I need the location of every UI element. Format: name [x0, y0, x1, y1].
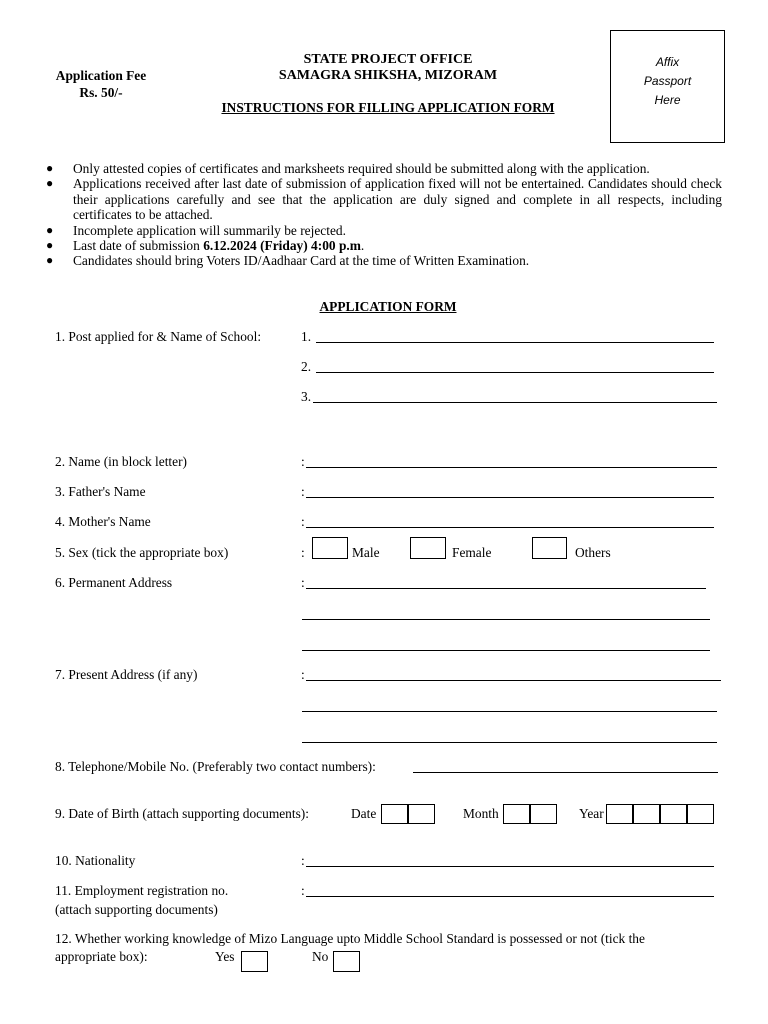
- instructions-list: [46, 161, 722, 269]
- colon: :: [301, 454, 305, 469]
- instructions-title: INSTRUCTIONS FOR FILLING APPLICATION FORM: [221, 100, 555, 115]
- colon: :: [301, 484, 305, 499]
- instruction-text: Incomplete application will summarily be rejected.: [73, 222, 346, 238]
- dob-date-cell-2[interactable]: [408, 804, 435, 824]
- q1-option-2-input[interactable]: [316, 372, 714, 373]
- q4-label: 4. Mother's Name: [55, 514, 151, 529]
- mother-name-input[interactable]: [306, 527, 714, 528]
- female-label: Female: [452, 545, 492, 560]
- bullet-icon: ●: [46, 176, 54, 191]
- bullet-icon: ●: [46, 222, 54, 237]
- q6-label: 6. Permanent Address: [55, 575, 173, 590]
- office-title: [188, 52, 588, 84]
- dob-month-cell-1[interactable]: [503, 804, 530, 824]
- bullet-icon: ●: [46, 161, 54, 175]
- q3-label: 3. Father's Name: [55, 484, 146, 499]
- q12-label: 12. Whether working knowledge of Mizo Language upto Middle School Standard is possessed or not (tick the: [55, 931, 645, 946]
- q1-option-3-input[interactable]: [313, 402, 717, 403]
- dob-year-cell-3[interactable]: [660, 804, 687, 824]
- female-checkbox[interactable]: [410, 537, 446, 559]
- q12-label-line-2: appropriate box):: [55, 949, 148, 964]
- list-item: [46, 161, 722, 176]
- present-address-line-3[interactable]: [302, 742, 717, 743]
- name-input[interactable]: [306, 467, 717, 468]
- employment-registration-input[interactable]: [306, 896, 714, 897]
- present-address-line-2[interactable]: [302, 711, 717, 712]
- colon: :: [301, 514, 305, 529]
- q1-option-3-label: 3.: [301, 389, 312, 404]
- passport-text-1: Affix: [655, 55, 680, 69]
- colon: :: [301, 575, 305, 590]
- q1-option-1-input[interactable]: [316, 342, 714, 343]
- nationality-input[interactable]: [306, 866, 714, 867]
- q2-label: 2. Name (in block letter): [55, 454, 187, 469]
- deadline-prefix: Last date of submission: [73, 238, 204, 254]
- colon: :: [301, 853, 305, 868]
- fee-label: Application Fee: [55, 68, 147, 83]
- q7-label: 7. Present Address (if any): [55, 667, 198, 682]
- q11-sub-label: (attach supporting documents): [55, 902, 218, 917]
- q1-option-1-label: 1.: [301, 329, 312, 344]
- dob-year-cell-2[interactable]: [633, 804, 660, 824]
- deadline-date: 6.12.2024 (Friday) 4:00 p.m: [203, 238, 361, 254]
- dob-year-cell-1[interactable]: [606, 804, 633, 824]
- q11-label: 11. Employment registration no.: [55, 883, 229, 898]
- others-checkbox[interactable]: [532, 537, 567, 559]
- permanent-address-line-2[interactable]: [302, 619, 710, 620]
- father-name-input[interactable]: [306, 497, 714, 498]
- q9-label: 9. Date of Birth (attach supporting documents):: [55, 806, 309, 821]
- instruction-text: Candidates should bring Voters ID/Aadhaar Card at the time of Written Examination.: [73, 253, 530, 269]
- no-label: No: [312, 949, 329, 964]
- bullet-icon: ●: [46, 253, 54, 268]
- form-title: APPLICATION FORM: [319, 299, 457, 314]
- passport-text-2: Passport: [643, 74, 692, 88]
- bullet-icon: ●: [46, 238, 54, 253]
- office-line-1: STATE PROJECT OFFICE: [303, 52, 473, 67]
- telephone-input[interactable]: [413, 772, 718, 773]
- instruction-text: [73, 238, 722, 253]
- fee-amount: Rs. 50/-: [79, 85, 123, 100]
- no-checkbox[interactable]: [333, 951, 360, 972]
- dob-date-cell-1[interactable]: [381, 804, 408, 824]
- q1-label: 1. Post applied for & Name of School:: [55, 329, 262, 344]
- male-checkbox[interactable]: [312, 537, 348, 559]
- permanent-address-line-3[interactable]: [302, 650, 710, 651]
- colon: :: [301, 545, 305, 560]
- dob-month-label: Month: [463, 806, 499, 821]
- dob-year-cell-4[interactable]: [687, 804, 714, 824]
- yes-checkbox[interactable]: [241, 951, 268, 972]
- colon: :: [301, 883, 305, 898]
- q8-label: 8. Telephone/Mobile No. (Preferably two contact numbers):: [55, 759, 376, 774]
- instruction-text: Applications received after last date of submission of application fixed will not be entertained. Candidates should check their applications carefully and see that the application are duly signed and complete in all respects, including certificates to be attached.: [73, 176, 722, 223]
- application-fee: [30, 67, 172, 101]
- yes-label: Yes: [215, 949, 235, 964]
- colon: :: [301, 667, 305, 682]
- list-item: [46, 223, 722, 238]
- permanent-address-line-1[interactable]: [306, 588, 706, 589]
- q10-label: 10. Nationality: [55, 853, 136, 868]
- passport-text-3: Here: [654, 93, 681, 107]
- dob-year-label: Year: [579, 806, 604, 821]
- list-item: [46, 238, 722, 253]
- q5-label: 5. Sex (tick the appropriate box): [55, 545, 229, 560]
- office-line-2: SAMAGRA SHIKSHA, MIZORAM: [278, 68, 498, 83]
- dob-date-label: Date: [351, 806, 377, 821]
- passport-photo-box: [610, 30, 725, 143]
- others-label: Others: [575, 545, 611, 560]
- q1-option-2-label: 2.: [301, 359, 312, 374]
- present-address-line-1[interactable]: [306, 680, 721, 681]
- male-label: Male: [352, 545, 380, 560]
- instruction-text: Only attested copies of certificates and marksheets required should be submitted along with the application.: [73, 161, 650, 176]
- list-item: [46, 176, 722, 222]
- list-item: [46, 253, 722, 268]
- deadline-suffix: .: [360, 238, 365, 254]
- dob-month-cell-2[interactable]: [530, 804, 557, 824]
